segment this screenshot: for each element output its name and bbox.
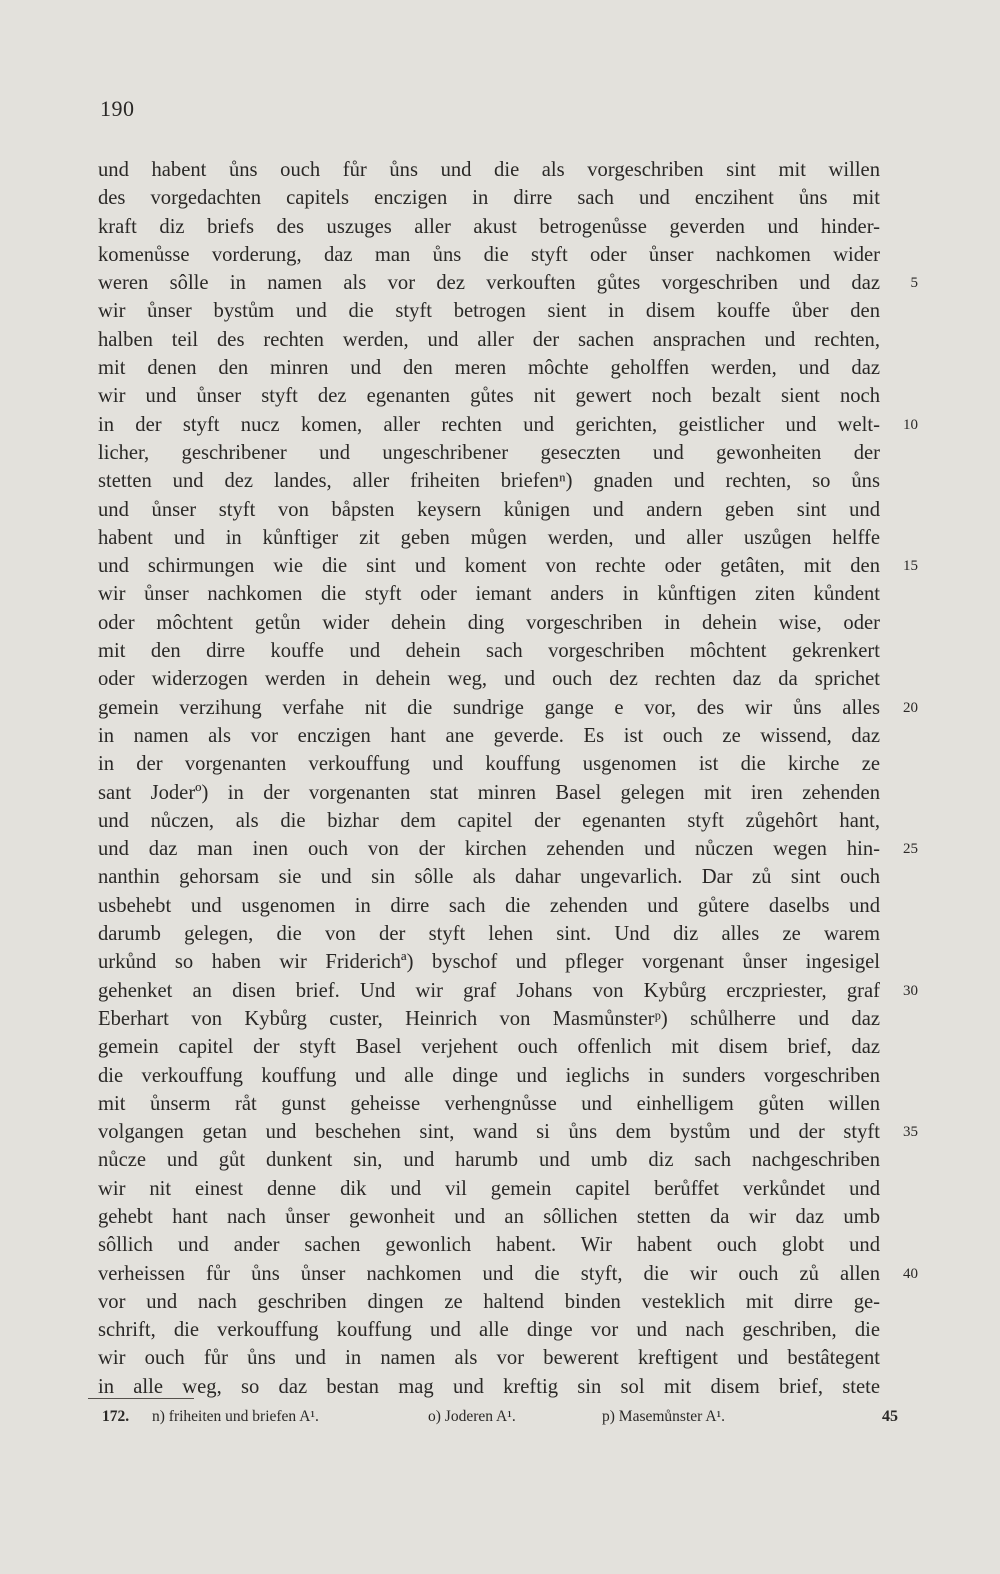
text-line: wir und ůnser styft dez egenanten gůtes nit gewert noch bezalt sient noch (98, 385, 880, 408)
text-line: in namen als vor enczigen hant ane geverde. Es ist ouch ze wissend, daz (98, 724, 880, 747)
footnote-p: p) Masemůnster A¹. (602, 1408, 726, 1425)
text-line: und ůnser styft von båpsten keysern kůnigen und andern geben sint und (98, 498, 880, 521)
footnotes (102, 1404, 902, 1434)
margin-line-number: 15 (903, 558, 918, 574)
text-line: urkůnd so haben wir Friderichª) byschof und pfleger vorgenant ůnser ingesigel (98, 951, 880, 974)
margin-line-number: 25 (903, 841, 918, 857)
text-line: und schirmungen wie die sint und koment von rechte oder getâten, mit den (98, 555, 880, 578)
margin-line-number: 35 (903, 1124, 918, 1140)
text-line: nůcze und gůt dunkent sin, und harumb und umb diz sach nachgeschriben (98, 1149, 880, 1172)
text-line: die verkouffung kouffung und alle dinge und ieglichs in sunders vorgeschriben (98, 1064, 880, 1087)
text-line: mit denen den minren und den meren môchte geholffen werden, und daz (98, 357, 880, 380)
text-line: volgangen getan und beschehen sint, wand si ůns dem bystům und der styft (98, 1121, 880, 1144)
footnote-n: n) friheiten und briefen A¹. (152, 1408, 319, 1425)
text-line: gehenket an disen brief. Und wir graf Johans von Kybůrg erczpriester, graf (98, 979, 880, 1002)
margin-line-number: 5 (910, 275, 918, 291)
footnote-rule (88, 1398, 194, 1399)
text-line: gehebt hant nach ůnser gewonheit und an sôllichen stetten da wir daz umb (98, 1205, 880, 1228)
text-line: sôllich und ander sachen gewonlich habent. Wir habent ouch globt und (98, 1234, 880, 1257)
text-line: Eberhart von Kybůrg custer, Heinrich von Masmůnsterᵖ) schůlherre und daz (98, 1007, 880, 1030)
text-line: wir ůnser bystům und die styft betrogen sient in disem kouffe ůber den (98, 300, 880, 323)
text-line: und habent ůns ouch fůr ůns und die als vorgeschriben sint mit willen (98, 159, 880, 181)
margin-line-number: 10 (903, 417, 918, 433)
footnote-o: o) Joderen A¹. (428, 1408, 516, 1425)
text-line: und daz man inen ouch von der kirchen zehenden und nůczen wegen hin- (98, 838, 880, 861)
margin-line-number: 40 (903, 1266, 918, 1282)
margin-line-number: 20 (903, 700, 918, 716)
text-line: in der vorgenanten verkouffung und kouffung usgenomen ist die kirche ze (98, 753, 880, 776)
page-number: 190 (100, 96, 135, 121)
text-line: wir ůnser nachkomen die styft oder iemant anders in kůnftigen ziten kůndent (98, 583, 880, 606)
text-line: gemein verzihung verfahe nit die sundrige gange e vor, des wir ůns alles (98, 696, 880, 719)
text-line: mit den dirre kouffe und dehein sach vorgeschriben môchtent gekrenkert (98, 640, 880, 663)
text-line: sant Joderº) in der vorgenanten stat minren Basel gelegen mit iren zehenden (98, 781, 880, 804)
text-line: kraft diz briefs des uszuges aller akust betrogenůsse geverden und hinder- (98, 215, 880, 238)
text-line: weren sôlle in namen als vor dez verkouften gůtes vorgeschriben und daz (98, 272, 880, 295)
text-line: vor und nach geschriben dingen ze haltend binden vesteklich mit dirre ge- (98, 1290, 880, 1313)
footnote-reference: 172. (102, 1408, 130, 1425)
text-line: schrift, die verkouffung kouffung und alle dinge vor und nach geschriben, die (98, 1319, 880, 1342)
text-line: mit ůnserm råt gunst geheisse verhengnůsse und einhelligem gůten willen (98, 1092, 880, 1115)
text-line: halben teil des rechten werden, und aller der sachen ansprachen und rechten, (98, 328, 880, 351)
text-line: stetten und dez landes, aller friheiten briefenⁿ) gnaden und rechten, so ůns (98, 470, 880, 493)
text-line: des vorgedachten capitels enczigen in dirre sach und enczihent ůns mit (98, 187, 880, 210)
text-line: wir nit einest denne dik und vil gemein capitel berůffet verkůndet und (98, 1177, 880, 1200)
text-line: wir ouch fůr ůns und in namen als vor bewerent kreftigent und bestâtegent (98, 1347, 880, 1370)
text-line: licher, geschribener und ungeschribener geseczten und gewonheiten der (98, 441, 880, 464)
text-line: in alle weg, so daz bestan mag und kreftig sin sol mit disem brief, stete (98, 1375, 880, 1398)
text-line: oder môchtent getůn wider dehein ding vorgeschriben in dehein wise, oder (98, 611, 880, 634)
text-line: komenůsse vorderung, daz man ůns die styft oder ůnser nachkomen wider (98, 243, 880, 266)
text-line: oder widerzogen werden in dehein weg, und ouch dez rechten daz da sprichet (98, 668, 880, 691)
text-line: habent und in kůnftiger zit geben můgen werden, und aller uszůgen helffe (98, 526, 880, 549)
margin-line-number: 45 (882, 1408, 898, 1425)
text-line: nanthin gehorsam sie und sin sôlle als dahar ungevarlich. Dar zů sint ouch (98, 866, 880, 889)
text-line: gemein capitel der styft Basel verjehent ouch offenlich mit disem brief, daz (98, 1036, 880, 1059)
text-line: und nůczen, als die bizhar dem capitel der egenanten styft zůgehôrt hant, (98, 809, 880, 832)
body-text (98, 156, 880, 1401)
text-line: usbehebt und usgenomen in dirre sach die zehenden und gůtere daselbs und (98, 894, 880, 917)
margin-line-number: 30 (903, 983, 918, 999)
text-line: in der styft nucz komen, aller rechten und gerichten, geistlicher und welt- (98, 413, 880, 436)
text-line: darumb gelegen, die von der styft lehen sint. Und diz alles ze warem (98, 923, 880, 946)
text-line: verheissen fůr ůns ůnser nachkomen und die styft, die wir ouch zů allen (98, 1262, 880, 1285)
